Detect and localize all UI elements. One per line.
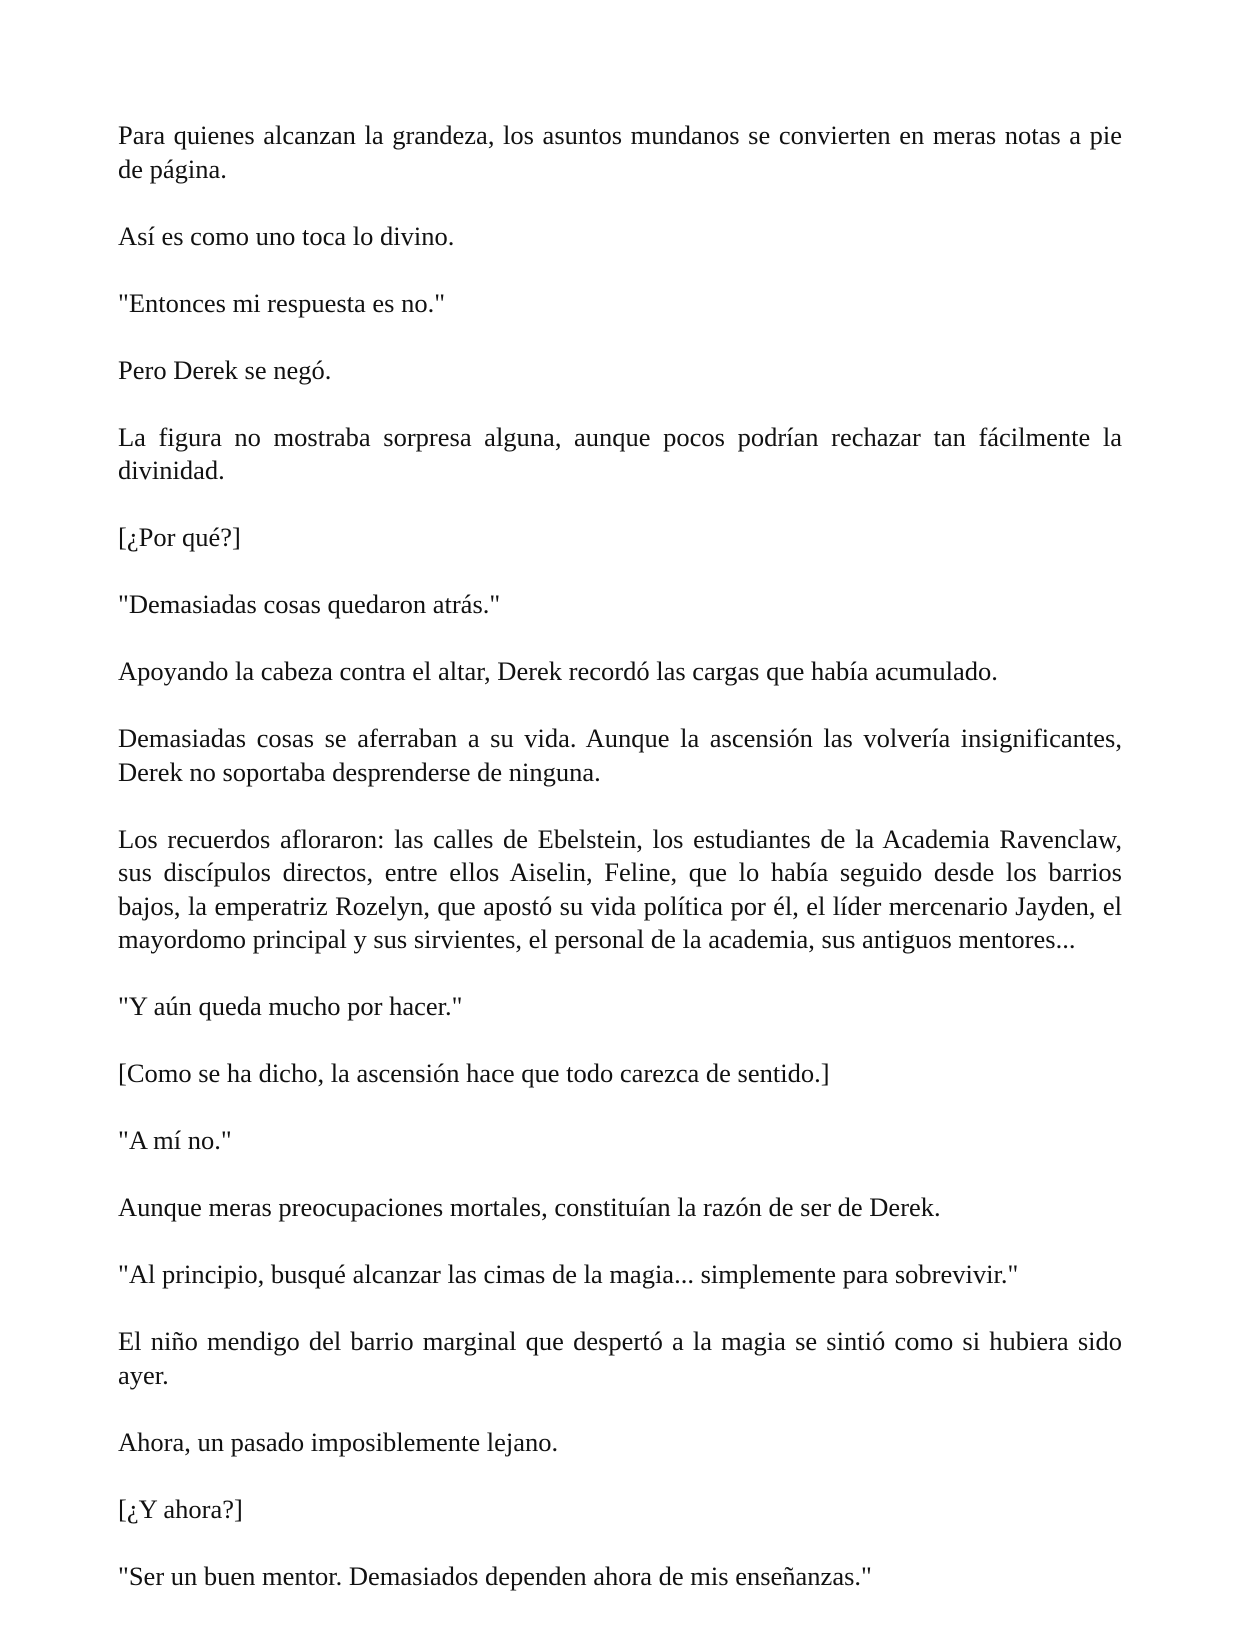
- paragraph: Aunque meras preocupaciones mortales, constituían la razón de ser de Derek.: [118, 1192, 941, 1222]
- paragraph: Los recuerdos afloraron: las calles de Ebelstein, los estudiantes de la Academia Ravenclaw, sus discípulos directos, entre ellos Aiselin, Feline, que lo había seguido desde los barrios bajos, la emperatriz Rozelyn, que apostó su vida política por él, el líder mercenario Jayden, el mayordomo principal y sus sirvientes, el personal de la academia, sus antiguos mentores...: [118, 823, 1122, 954]
- paragraph: "A mí no.": [118, 1125, 232, 1155]
- paragraph: Ahora, un pasado imposiblemente lejano.: [118, 1426, 559, 1457]
- paragraph: [¿Por qué?]: [118, 522, 241, 552]
- paragraph: "Y aún queda mucho por hacer.": [118, 991, 463, 1021]
- paragraph: Para quienes alcanzan la grandeza, los asuntos mundanos se convierten en meras notas a pie de página.: [118, 120, 1122, 184]
- document-page: [118, 119, 1122, 1627]
- paragraph: La figura no mostraba sorpresa alguna, aunque pocos podrían rechazar tan fácilmente la divinidad.: [118, 421, 1122, 485]
- paragraph: Demasiadas cosas se aferraban a su vida. Aunque la ascensión las volvería insignificantes, Derek no soportaba desprenderse de ninguna.: [118, 723, 1122, 787]
- paragraph: El niño mendigo del barrio marginal que despertó a la magia se sintió como si hubiera sido ayer.: [118, 1326, 1122, 1390]
- paragraph: "Ser un buen mentor. Demasiados dependen ahora de mis enseñanzas.": [118, 1560, 872, 1591]
- paragraph: "Entonces mi respuesta es no.": [118, 287, 446, 318]
- paragraph: "Demasiadas cosas quedaron atrás.": [118, 589, 501, 619]
- paragraph: Apoyando la cabeza contra el altar, Derek recordó las cargas que había acumulado.: [118, 656, 998, 686]
- paragraph: "Al principio, busqué alcanzar las cimas de la magia... simplemente para sobrevivir.": [118, 1259, 1019, 1289]
- paragraph: Así es como uno toca lo divino.: [118, 220, 455, 251]
- paragraph: [¿Y ahora?]: [118, 1493, 243, 1524]
- paragraph: Pero Derek se negó.: [118, 354, 332, 385]
- paragraph: [Como se ha dicho, la ascensión hace que todo carezca de sentido.]: [118, 1058, 830, 1088]
